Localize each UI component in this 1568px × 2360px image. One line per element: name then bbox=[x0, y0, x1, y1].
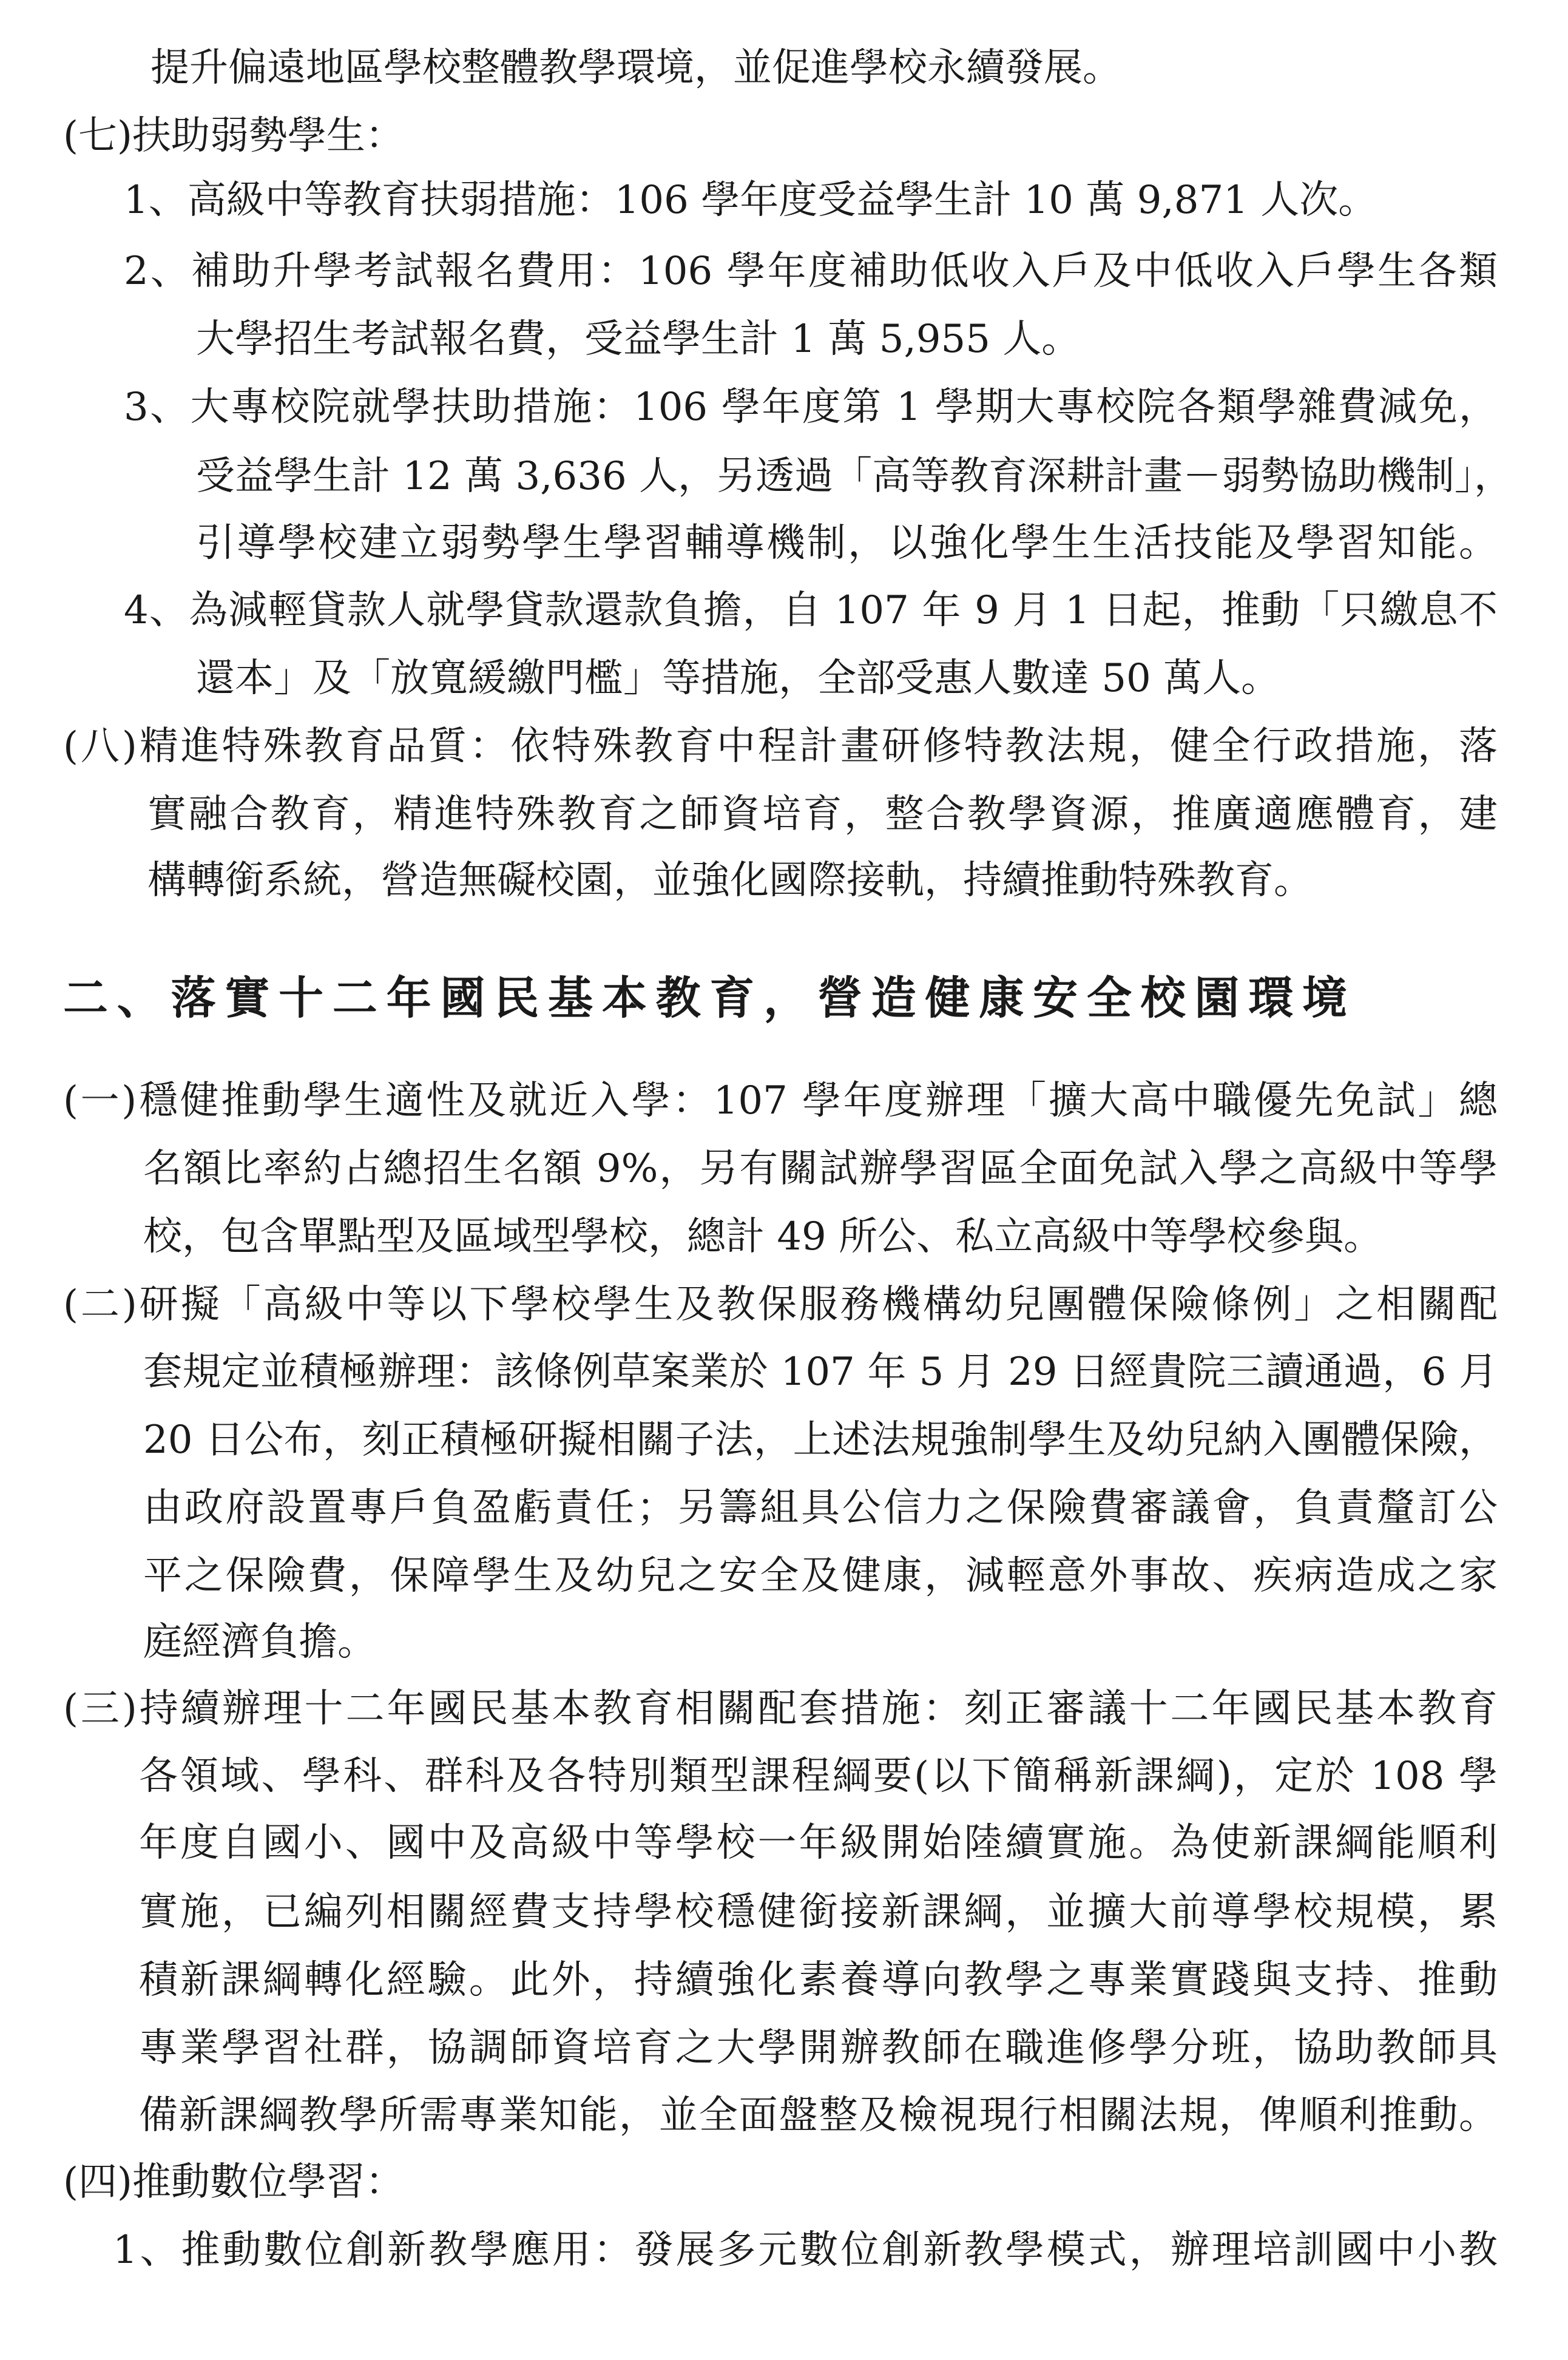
section-7-item-4: 4、為減輕貸款人就學貸款還款負擔，自 107 年 9 月 1 日起，推動「只繳息不 bbox=[124, 588, 1498, 633]
paragraph-3-cont: 實施，已編列相關經費支持學校穩健銜接新課綱，並擴大前導學校規模，累 bbox=[139, 1890, 1498, 1935]
paragraph-2: (二)研擬「高級中等以下學校學生及教保服務機構幼兒團體保險條例」之相關配 bbox=[63, 1282, 1498, 1327]
section-7-title: (七)扶助弱勢學生： bbox=[63, 113, 404, 158]
section-7-item-4-cont: 還本」及「放寬緩繳門檻」等措施，全部受惠人數達 50 萬人。 bbox=[196, 656, 1280, 701]
paragraph-3-cont: 積新課綱轉化經驗。此外，持續強化素養導向教學之專業實踐與支持、推動 bbox=[139, 1958, 1498, 2003]
paragraph-4-item-1: 1、推動數位創新教學應用：發展多元數位創新教學模式，辦理培訓國中小教 bbox=[113, 2228, 1498, 2273]
paragraph-3-cont: 專業學習社群，協調師資培育之大學開辦教師在職進修學分班，協助教師具 bbox=[139, 2026, 1498, 2071]
paragraph-1-cont: 名額比率約占總招生名額 9%，另有關試辦學習區全面免試入學之高級中等學 bbox=[143, 1146, 1498, 1191]
paragraph-3-cont: 年度自國小、國中及高級中等學校一年級開始陸續實施。為使新課綱能順利 bbox=[139, 1821, 1498, 1865]
intro-line: 提升偏遠地區學校整體教學環境，並促進學校永續發展。 bbox=[150, 46, 1121, 90]
paragraph-1-cont: 校，包含單點型及區域型學校，總計 49 所公、私立高級中等學校參與。 bbox=[143, 1214, 1383, 1259]
section-8: (八)精進特殊教育品質：依特殊教育中程計畫研修特教法規，健全行政措施，落 bbox=[63, 724, 1498, 769]
section-7-item-3-cont: 受益學生計 12 萬 3,636 人，另透過「高等教育深耕計畫－弱勢協助機制」， bbox=[196, 454, 1513, 499]
section-8-cont: 實融合教育，精進特殊教育之師資培育，整合教學資源，推廣適應體育，建 bbox=[147, 792, 1498, 837]
section-7-item-2-cont: 大學招生考試報名費，受益學生計 1 萬 5,955 人。 bbox=[196, 317, 1081, 362]
section-7-item-2: 2、補助升學考試報名費用：106 學年度補助低收入戶及中低收入戶學生各類 bbox=[124, 249, 1498, 294]
paragraph-2-cont: 平之保險費，保障學生及幼兒之安全及健康，減輕意外事故、疾病造成之家 bbox=[143, 1554, 1498, 1598]
paragraph-3-cont: 備新課綱教學所需專業知能，並全面盤整及檢視現行相關法規，俾順利推動。 bbox=[139, 2093, 1498, 2138]
section-7-item-3: 3、大專校院就學扶助措施：106 學年度第 1 學期大專校院各類學雜費減免， bbox=[124, 385, 1498, 430]
paragraph-2-cont: 庭經濟負擔。 bbox=[143, 1620, 376, 1665]
paragraph-2-cont: 由政府設置專戶負盈虧責任；另籌組具公信力之保險費審議會，負責釐訂公 bbox=[143, 1486, 1498, 1530]
paragraph-2-cont: 套規定並積極辦理：該條例草案業於 107 年 5 月 29 日經貴院三讀通過，6 月 bbox=[143, 1350, 1498, 1395]
section-7-item-3-cont: 引導學校建立弱勢學生學習輔導機制，以強化學生生活技能及學習知能。 bbox=[196, 521, 1498, 566]
paragraph-2-cont: 20 日公布，刻正積極研擬相關子法，上述法規強制學生及幼兒納入團體保險， bbox=[143, 1418, 1498, 1462]
paragraph-4-title: (四)推動數位學習： bbox=[63, 2160, 404, 2205]
chapter-heading: 二、落實十二年國民基本教育，營造健康安全校園環境 bbox=[63, 972, 1350, 1024]
paragraph-3: (三)持續辦理十二年國民基本教育相關配套措施：刻正審議十二年國民基本教育 bbox=[63, 1686, 1498, 1731]
paragraph-1: (一)穩健推動學生適性及就近入學：107 學年度辦理「擴大高中職優先免試」總 bbox=[63, 1078, 1498, 1123]
section-7-item-1: 1、高級中等教育扶弱措施：106 學年度受益學生計 10 萬 9,871 人次。 bbox=[124, 178, 1377, 223]
section-8-cont: 構轉銜系統，營造無礙校園，並強化國際接軌，持續推動特殊教育。 bbox=[147, 858, 1313, 903]
paragraph-3-cont: 各領域、學科、群科及各特別類型課程綱要(以下簡稱新課綱)，定於 108 學 bbox=[139, 1754, 1498, 1799]
